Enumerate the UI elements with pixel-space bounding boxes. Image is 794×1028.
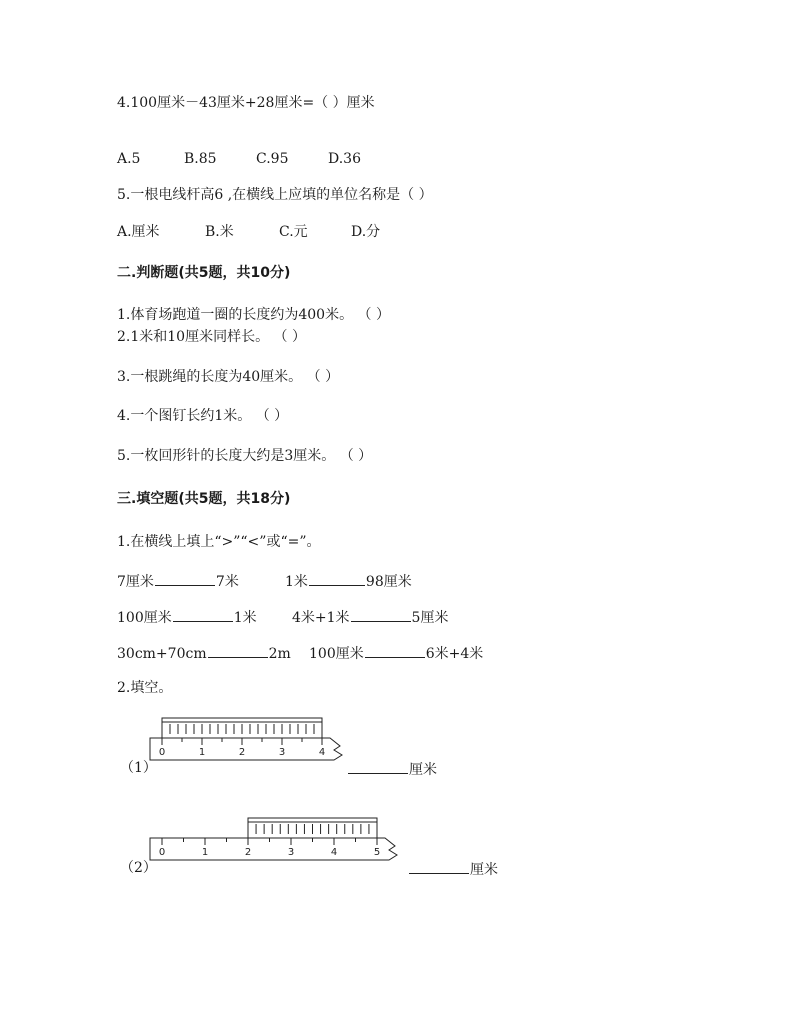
ruler-2-figure xyxy=(150,812,410,872)
q5-option-b: B.米 xyxy=(205,224,234,240)
ruler-tick-label: 2 xyxy=(238,747,246,758)
q5-option-a: A.厘米 xyxy=(117,224,160,240)
ruler-tick-label: 1 xyxy=(198,747,206,758)
ruler xyxy=(150,738,342,760)
q5-option-d: D.分 xyxy=(351,224,381,240)
ruler-2-label: （2） xyxy=(120,860,157,876)
compare-item-2: 1米 98厘米 xyxy=(285,571,412,591)
ruler-tick-label: 4 xyxy=(330,847,338,858)
answer-blank[interactable] xyxy=(208,643,268,658)
judge-item-3: 3.一根跳绳的长度为40厘米。 （ ） xyxy=(117,369,340,385)
compare-item-3: 100厘米 1米 xyxy=(117,607,257,627)
ruler-tick-label: 0 xyxy=(158,747,166,758)
judge-item-5: 5.一枚回形针的长度大约是3厘米。 （ ） xyxy=(117,448,373,464)
measured-object xyxy=(248,818,377,838)
ruler-1-label: （1） xyxy=(120,760,157,776)
answer-blank[interactable] xyxy=(348,759,408,774)
judge-item-1: 1.体育场跑道一圈的长度约为400米。 （ ） xyxy=(117,307,390,323)
ruler-tick-label: 2 xyxy=(244,847,252,858)
answer-blank[interactable] xyxy=(173,607,233,622)
compare-item-5: 30cm+70cm 2m xyxy=(117,643,291,663)
section-2-title: 二.判断题(共5题，共10分) xyxy=(117,265,291,281)
ruler-tick-label: 4 xyxy=(318,747,326,758)
ruler-1-answer: 厘米 xyxy=(347,759,437,779)
answer-blank[interactable] xyxy=(309,571,365,586)
question-5: 5.一根电线杆高6 ,在横线上应填的单位名称是（ ） xyxy=(117,187,433,203)
fill-q1-prompt: 1.在横线上填上“>”“<”或“=”。 xyxy=(117,534,321,550)
answer-blank[interactable] xyxy=(351,607,411,622)
judge-item-2: 2.1米和10厘米同样长。 （ ） xyxy=(117,329,306,345)
ruler-outline xyxy=(150,838,397,860)
q4-option-a: A.5 xyxy=(117,151,141,167)
ruler-tick-label: 1 xyxy=(201,847,209,858)
ruler-tick-label: 3 xyxy=(278,747,286,758)
compare-item-6: 100厘米 6米+4米 xyxy=(309,643,483,663)
ruler-2-answer: 厘米 xyxy=(408,859,498,879)
fill-q2-prompt: 2.填空。 xyxy=(117,680,173,696)
answer-blank[interactable] xyxy=(365,643,425,658)
answer-blank[interactable] xyxy=(155,571,215,586)
compare-item-1: 7厘米 7米 xyxy=(117,571,239,591)
q5-option-c: C.元 xyxy=(279,224,308,240)
ruler-tick-label: 5 xyxy=(373,847,381,858)
measured-object xyxy=(162,718,322,738)
q4-option-c: C.95 xyxy=(256,151,289,167)
q4-option-d: D.36 xyxy=(328,151,361,167)
ruler-1-figure xyxy=(150,712,350,772)
answer-blank[interactable] xyxy=(409,859,469,874)
judge-item-4: 4.一个图钉长约1米。 （ ） xyxy=(117,408,289,424)
compare-item-4: 4米+1米 5厘米 xyxy=(292,607,448,627)
section-3-title: 三.填空题(共5题，共18分) xyxy=(117,491,291,507)
ruler-tick-label: 3 xyxy=(287,847,295,858)
q4-option-b: B.85 xyxy=(184,151,217,167)
ruler-tick-label: 0 xyxy=(158,847,166,858)
question-4: 4.100厘米－43厘米+28厘米=（ ）厘米 xyxy=(117,95,375,111)
ruler-outline xyxy=(150,738,342,760)
ruler xyxy=(150,838,397,860)
